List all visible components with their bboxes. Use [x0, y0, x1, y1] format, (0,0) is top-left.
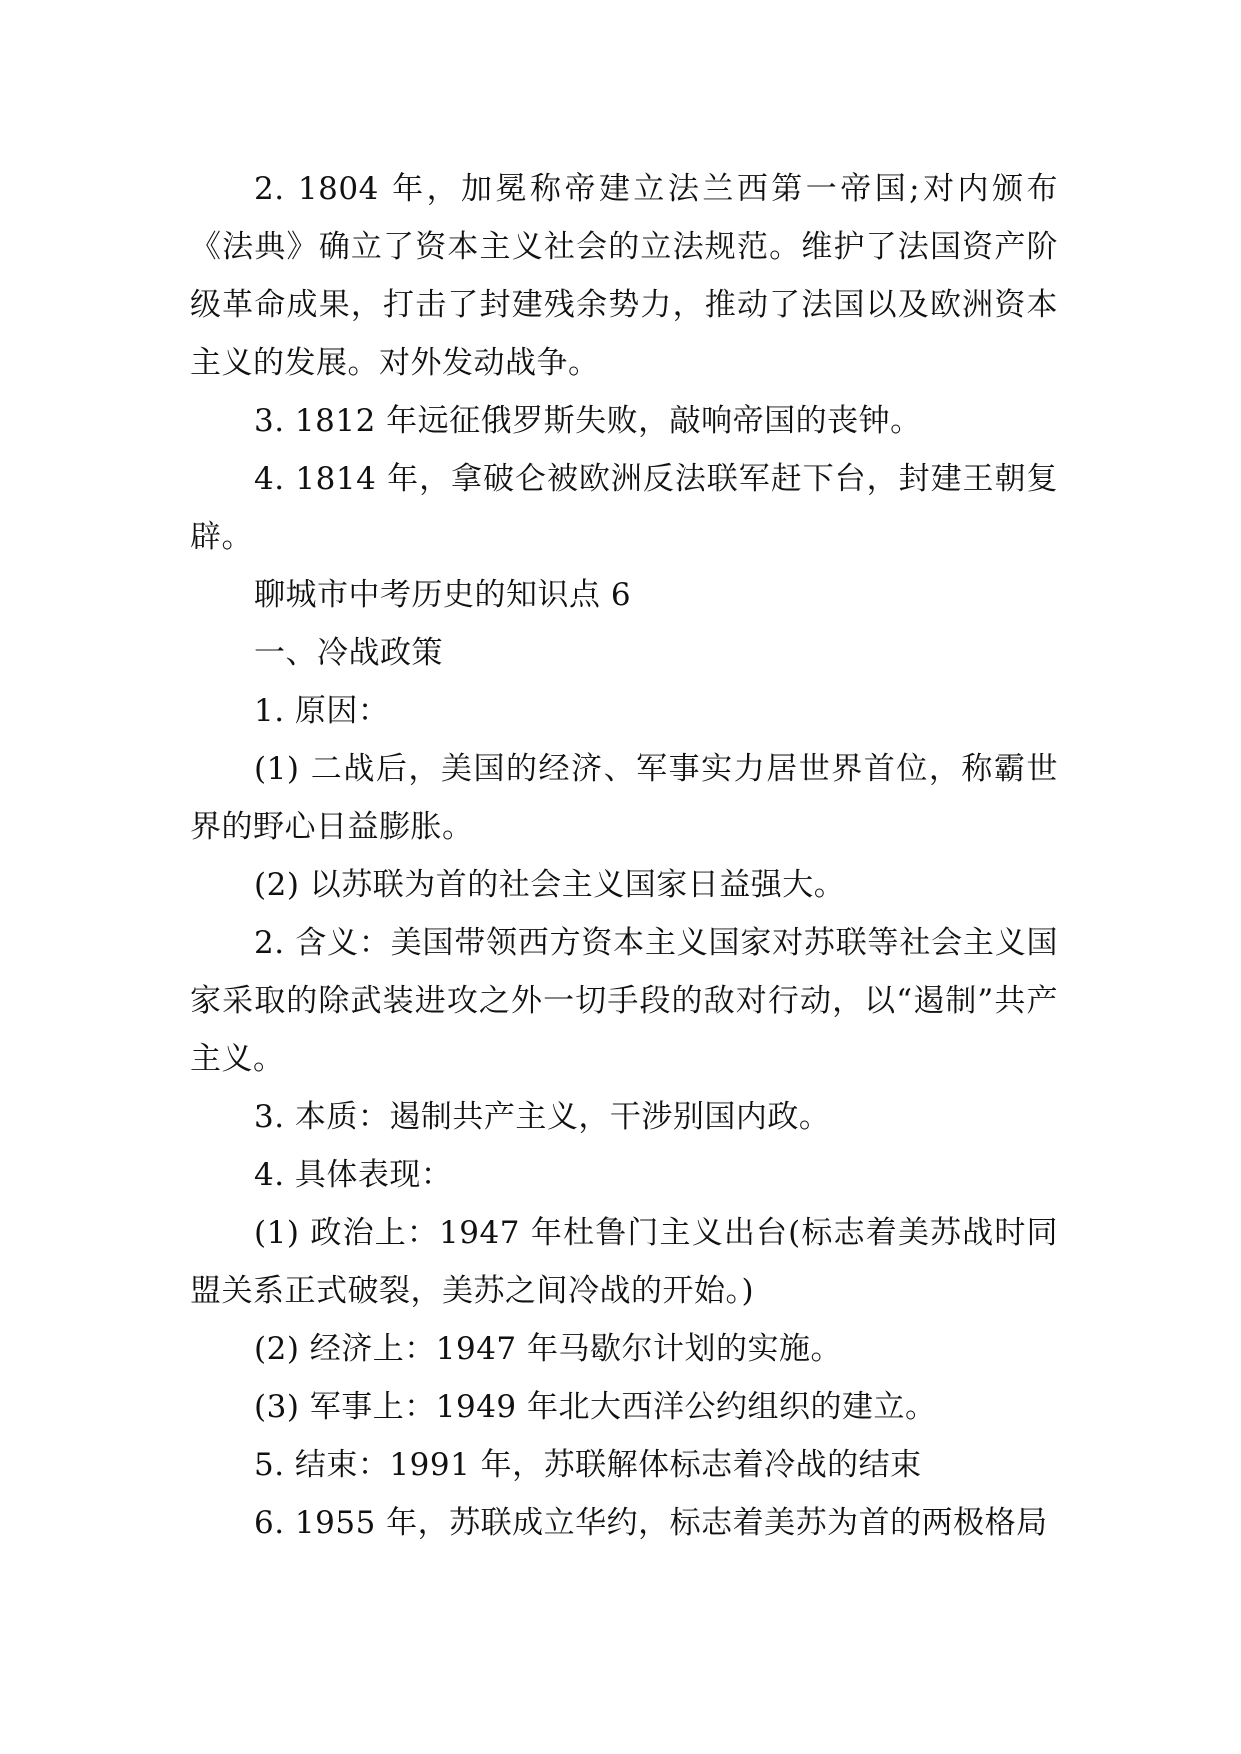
list-item-end: 5. 结束：1991 年，苏联解体标志着冷战的结束	[254, 1447, 922, 1483]
paragraph-napoleon-empire: 2. 1804 年，加冕称帝建立法兰西第一帝国;对内颁布《法典》确立了资本主义社会的立法规范。维护了法国资产阶级革命成果，打击了封建残余势力，推动了法国以及欧洲资本主义的发展。对外发动战争。	[190, 171, 1058, 381]
list-item-essence: 3. 本质：遏制共产主义，干涉别国内政。	[254, 1099, 831, 1135]
list-item-economic: (2) 经济上：1947 年马歇尔计划的实施。	[254, 1331, 843, 1367]
list-item-political: (1) 政治上：1947 年杜鲁门主义出台(标志着美苏战时同盟关系正式破裂，美苏之间冷战的开始。)	[190, 1215, 1058, 1309]
list-item-warsaw-pact: 6. 1955 年，苏联成立华约，标志着美苏为首的两极格局	[254, 1505, 1048, 1541]
paragraph-napoleon-defeat: 4. 1814 年，拿破仑被欧洲反法联军赶下台，封建王朝复辟。	[190, 461, 1058, 555]
list-item-cause-1: (1) 二战后，美国的经济、军事实力居世界首位，称霸世界的野心日益膨胀。	[190, 751, 1058, 845]
document-body	[190, 160, 1058, 1552]
paragraph-russia-campaign: 3. 1812 年远征俄罗斯失败，敲响帝国的丧钟。	[254, 403, 922, 439]
subsection-heading: 一、冷战政策	[254, 635, 443, 671]
list-item-military: (3) 军事上：1949 年北大西洋公约组织的建立。	[254, 1389, 937, 1425]
list-item-cause-title: 1. 原因：	[254, 693, 390, 729]
list-item-cause-2: (2) 以苏联为首的社会主义国家日益强大。	[254, 867, 846, 903]
list-item-meaning: 2. 含义：美国带领西方资本主义国家对苏联等社会主义国家采取的除武装进攻之外一切手段的敌对行动，以“遏制”共产主义。	[190, 925, 1058, 1077]
list-item-manifestations-title: 4. 具体表现：	[254, 1157, 453, 1193]
section-heading: 聊城市中考历史的知识点 6	[254, 577, 632, 613]
